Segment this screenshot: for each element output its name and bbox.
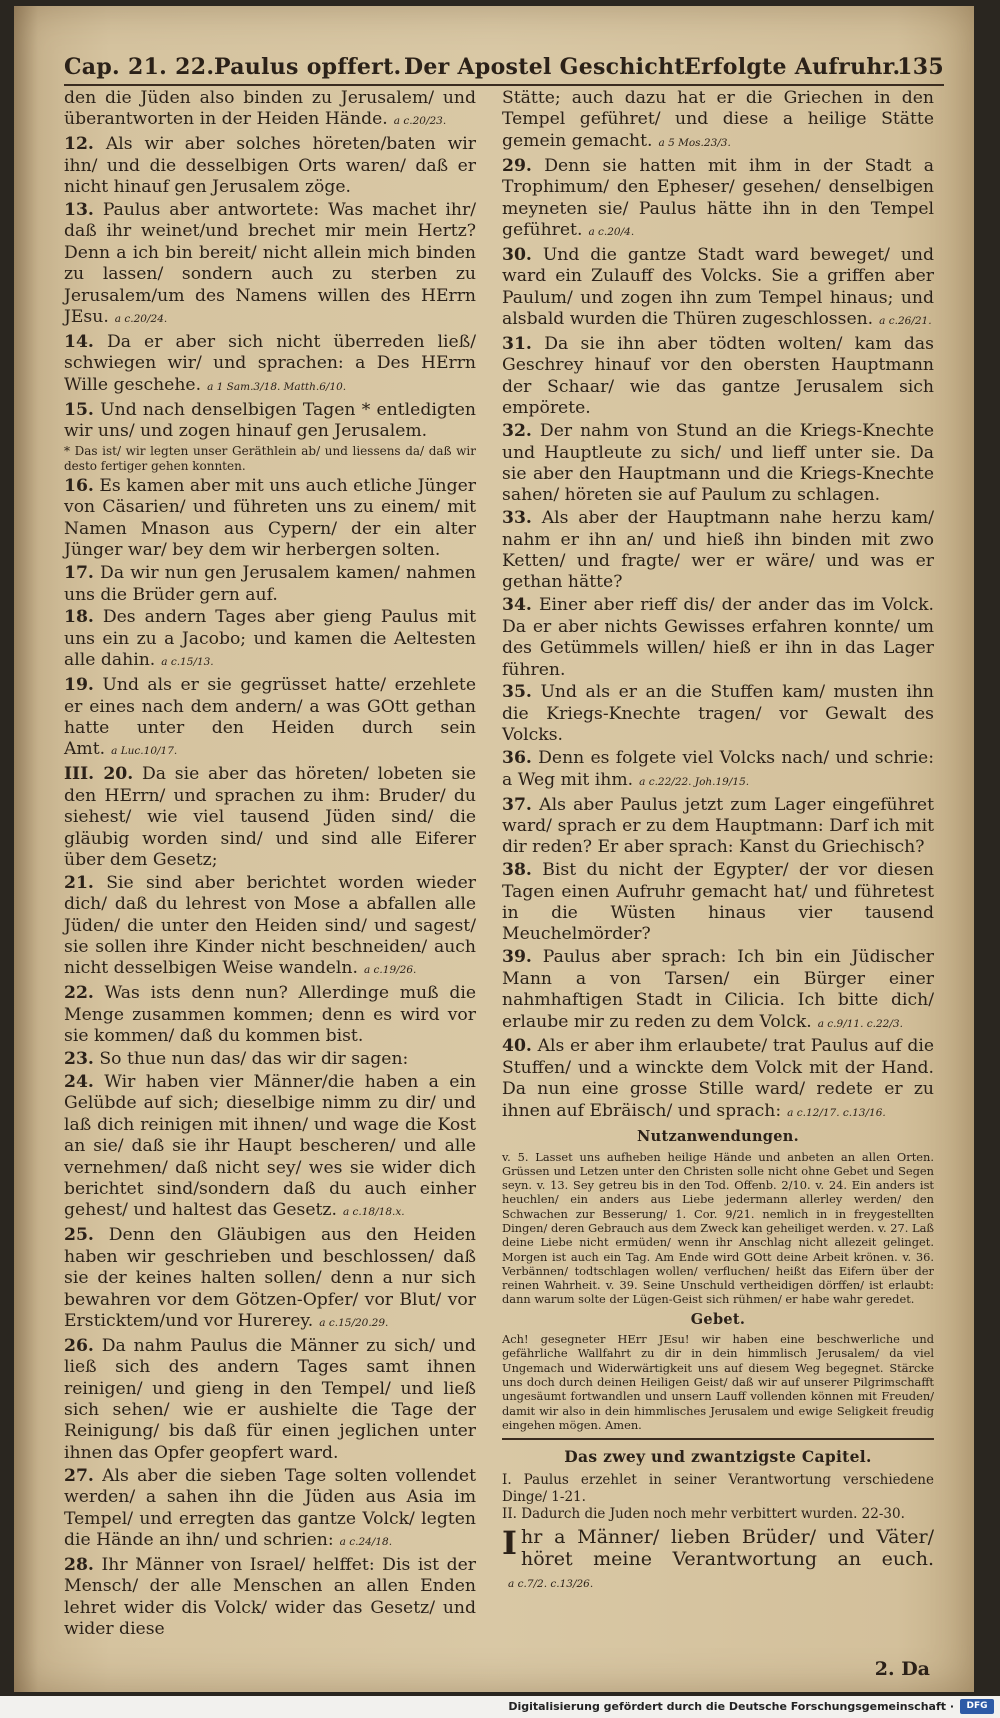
verse-text: Und nach denselbigen Tagen * entledigten wir uns/ und zogen hinauf gen Jerusalem. bbox=[64, 399, 476, 442]
verse-1-ref: a c.7/2. c.13/26. bbox=[508, 1577, 594, 1590]
verse-text: Da wir nun gen Jerusalem kamen/ nahmen uns die Brüder gern auf. bbox=[64, 563, 477, 605]
verse-text: Der nahm von Stund an die Kriegs-Knechte und Hauptleute zu sich/ und lieff unter sie. Da sie aber den Hauptmann und die Kriegs-Knechte sahen/ höreten sie auf Paulum zu schlagen. bbox=[502, 421, 934, 506]
chapter-summary bbox=[502, 1472, 934, 1523]
verse-number: 34. bbox=[502, 595, 532, 616]
verse-text: Stätte; auch dazu hat er die Griechen in den Tempel geführet/ und diese a heilige Stätte gemein gemacht. bbox=[502, 88, 934, 151]
verse-text: Paulus aber sprach: Ich bin ein Jüdischer Mann a von Tarsen/ ein Bürger einer nahmhaftigen Stadt in Cilicia. Ich bitte dich/ erlaube mir zu reden zu dem Volck. bbox=[502, 947, 935, 1032]
verse-text: Denn sie hatten mit ihm in der Stadt a Trophimum/ den Epheser/ gesehen/ denselbigen meyneten sie/ Paulus hätte ihn in den Tempel geführet. bbox=[502, 155, 934, 240]
cross-reference: a c.22/22. Joh.19/15. bbox=[639, 775, 750, 788]
verse bbox=[64, 1555, 476, 1641]
verse-text: Des andern Tages aber gieng Paulus mit uns ein zu a Jacobo; und kamen die Aeltesten alle dahin. bbox=[64, 607, 477, 671]
cross-reference: a c.9/11. c.22/3. bbox=[817, 1017, 903, 1030]
verse-text: Einer aber rieff dis/ der ander das im Volck. Da er aber nichts Gewisses erfahren konnte/ um des Getümmels willen/ hieß er ihn in das Lager führen. bbox=[502, 595, 934, 680]
verse bbox=[64, 1072, 476, 1224]
verse-text: Als aber der Hauptmann nahe herzu kam/ nahm er ihn an/ und hieß ihn binden mit zwo Ketten/ und fragte/ wer er wäre/ und was er gethan hätte? bbox=[502, 508, 934, 593]
verse-text: Da nahm Paulus die Männer zu sich/ und ließ sich des andern Tages samt ihnen reinigen/ und gieng in den Tempel/ und ließ sich sehen/ wie er aushielte die Tage der Reinigung/ bis daß für einen jeglichen unter ihnen das Opfer geopfert ward. bbox=[64, 1335, 476, 1463]
verse-text: Paulus aber antwortete: Was machet ihr/ daß ihr weinet/und brechet mir mein Hertz? Denn a ich bin bereit/ nicht allein mich binden zu lassen/ sondern auch zu sterben zu Jerusalem/um des Namens willen des HErrn JEsu. bbox=[64, 200, 477, 328]
verse bbox=[64, 476, 476, 562]
cross-reference: a c.19/26. bbox=[363, 964, 417, 977]
verse bbox=[502, 1036, 934, 1124]
verse-number: 22. bbox=[64, 983, 94, 1004]
verse-text: Es kamen aber mit uns auch etliche Jünger von Cäsarien/ und führeten uns zu einem/ mit Namen Mnason aus Cypern/ der ein alter Jünger war/ bey dem wir herbergen solten. bbox=[64, 476, 476, 561]
digitization-footer bbox=[0, 1696, 1000, 1718]
verse bbox=[64, 88, 476, 133]
chapter-title: Das zwey und zwantzigste Capitel. bbox=[564, 1447, 872, 1467]
prayer-title: Gebet. bbox=[690, 1310, 746, 1328]
verse-text: Denn es folgete viel Volcks nach/ und schrie: a Weg mit ihm. bbox=[502, 748, 934, 790]
verse-text: Sie sind aber berichtet worden wieder dich/ daß du lehrest von Mose a abfallen alle Jüden/ die unter den Heiden sind/ und sagest/ sie sollen ihre Kinder nicht beschneiden/ auch nicht desselbigen Weise wandeln. bbox=[64, 872, 476, 979]
catchword: 2. Da bbox=[874, 1658, 930, 1680]
verse bbox=[64, 400, 476, 443]
verse-number: III. 20. bbox=[64, 764, 134, 785]
verse-text: den die Jüden also binden zu Jerusalem/ und überantworten in der Heiden Hände. bbox=[64, 88, 476, 130]
verse-number: 17. bbox=[64, 563, 94, 584]
cross-reference: a Luc.10/17. bbox=[111, 745, 178, 758]
verse bbox=[64, 1466, 476, 1554]
verse-number: 28. bbox=[64, 1554, 94, 1575]
verse bbox=[502, 88, 934, 154]
verse-text: Was ists denn nun? Allerdinge muß die Menge zusammen kommen; denn es wird vor sie kommen/ daß du kommen bist. bbox=[64, 983, 476, 1047]
verse-text: Und als er sie gegrüsset hatte/ erzehlete er eines nach dem andern/ a was GOtt gethan hatte unter den Heiden durch sein Amt. bbox=[64, 675, 476, 760]
verse-number: 25. bbox=[64, 1225, 94, 1246]
verse-number: 38. bbox=[502, 860, 532, 881]
verse-text: Ihr Männer von Israel/ helffet: Dis ist der Mensch/ der alle Menschen an allen Enden lehret wider dis Volck/ wider das Gesetz/ und wider diese bbox=[64, 1554, 476, 1640]
footnote bbox=[64, 444, 476, 473]
verse bbox=[64, 1049, 476, 1070]
verse bbox=[502, 748, 934, 793]
cross-reference: a c.26/21. bbox=[879, 315, 932, 328]
verse-number: 32. bbox=[502, 421, 532, 442]
verse-text: Und die gantze Stadt ward beweget/ und ward ein Zulauff des Volcks. Sie a griffen aber Paulum/ und zogen ihn zum Tempel hinaus; und alsbald wurden die Thüren zugeschlossen. bbox=[502, 244, 934, 330]
verse-number: 26. bbox=[64, 1335, 94, 1356]
footer-credit: Digitalisierung gefördert durch die Deutsche Forschungsgemeinschaft · bbox=[508, 1700, 954, 1713]
cross-reference: a c.18/18.x. bbox=[342, 1206, 405, 1219]
verse-text: Als aber Paulus jetzt zum Lager eingeführet ward/ sprach er zu dem Hauptmann: Darf ich mit dir reden? Er aber sprach: Kanst du Griechisch? bbox=[502, 794, 934, 858]
verse bbox=[64, 607, 476, 673]
verse-text: Als er aber ihm erlaubete/ trat Paulus auf die Stuffen/ und a winckte dem Volck mit der Hand. Da nun eine grosse Stille ward/ redete er zu ihnen auf Ebräisch/ und sprach: bbox=[502, 1036, 934, 1121]
summary-line-2: II. Dadurch die Juden noch mehr verbittert wurden. 22-30. bbox=[502, 1505, 905, 1522]
verse bbox=[64, 1336, 476, 1464]
summary-line-1: I. Paulus erzehlet in seiner Verantwortung verschiedene Dinge/ 1-21. bbox=[502, 1471, 934, 1505]
verse bbox=[64, 200, 476, 330]
verse-number: 19. bbox=[64, 675, 94, 696]
verse bbox=[64, 873, 476, 982]
application-title: Nutzanwendungen. bbox=[637, 1128, 799, 1146]
verse-number: 35. bbox=[502, 682, 532, 703]
right-verses bbox=[502, 88, 934, 1124]
cross-reference: a c.20/24. bbox=[114, 313, 168, 326]
header-chapter: Cap. 21. 22. bbox=[64, 54, 215, 80]
verse-number: 31. bbox=[502, 333, 532, 354]
verse-number: 14. bbox=[64, 331, 94, 352]
verse-number: 39. bbox=[502, 947, 532, 968]
cross-reference: a 5 Mos.23/3. bbox=[658, 136, 731, 149]
verse bbox=[64, 675, 476, 763]
left-column bbox=[64, 88, 476, 1642]
cross-reference: a c.12/17. c.13/16. bbox=[787, 1106, 886, 1119]
page-number: 135 bbox=[897, 54, 944, 80]
verse-number: 37. bbox=[502, 794, 532, 815]
verse-text: Da sie aber das höreten/ lobeten sie den HErrn/ und sprachen zu ihm: Bruder/ du siehest/ wie viel tausend Jüden sind/ die gläubig worden sind/ und sind alle Eiferer über dem Gesetz; bbox=[64, 764, 476, 870]
verse-number: 21. bbox=[64, 872, 94, 893]
verse-number: 12. bbox=[64, 134, 94, 155]
book-page bbox=[14, 6, 974, 1692]
verse-text: Bist du nicht der Egypter/ der vor diesen Tagen einen Aufruhr gemacht hat/ und führetest in die Wüsten hinaus vier tausend Meuchelmörder? bbox=[502, 860, 934, 945]
verse bbox=[502, 947, 934, 1035]
chapter22-verse-1 bbox=[502, 1523, 934, 1595]
verse-number: 15. bbox=[64, 399, 94, 420]
verse-text: Da er aber sich nicht überreden ließ/ schwiegen wir/ und sprachen: a Des HErrn Wille geschehe. bbox=[64, 331, 476, 395]
verse bbox=[64, 1225, 476, 1334]
verse bbox=[502, 421, 934, 507]
header-book: Der Apostel Geschicht. bbox=[404, 54, 693, 80]
verse-text: So thue nun das/ das wir dir sagen: bbox=[99, 1049, 409, 1070]
verse bbox=[502, 860, 934, 946]
dfg-logo: DFG bbox=[960, 1699, 994, 1714]
verse-number: 23. bbox=[64, 1049, 94, 1070]
verse-text: Als wir aber solches höreten/baten wir ihn/ und die desselbigen Orts waren/ daß er nicht hinauf gen Jerusalem zöge. bbox=[64, 134, 477, 198]
verse-number: 40. bbox=[502, 1036, 532, 1057]
header-topic-right: Erfolgte Aufruhr. bbox=[684, 54, 901, 80]
application-text: v. 5. Lasset uns aufheben heilige Hände und anbeten an allen Orten. Grüssen und Letzen unter den Christen solle nicht ohne Gebet und Segen seyn. v. 13. Sey getreu bis in den Tod. Offenb. 2/10. v. 24. Ein anders ist heuchlen/ ein anders aus Liebe jedermann allerley werden/ den Schwachen zur Besserung/ 1. Cor. 9/21. nemlich in in freygestellten Dingen/ deren Gebrauch aus dem Zweck kan geheiliget werden. v. 27. Laß deine Liebe nicht ermüden/ wenn ihr Anschlag nicht allezeit gelinget. Morgen ist auch ein Tag. Am Ende wird GOtt deine Arbeit krönen. v. 36. Verbännen/ todtschlagen wollen/ verfluchen/ heißt das Eifern über der reinen Wahrheit. v. 39. Seine Unschuld vertheidigen dörffen/ ist erlaubt: dann warum solte der Lügen-Geist sich rühmen/ er habe wahr geredet. bbox=[502, 1149, 934, 1307]
cross-reference: a c.15/13. bbox=[161, 656, 214, 669]
prayer-text: Ach! gesegneter HErr JEsu! wir haben eine beschwerliche und gefährliche Wallfahrt zu dir in dein himmlisch Jerusalem/ da viel Ungemach und Widerwärtigkeit uns auf diesem Weg begegnet. Stärcke uns doch durch deinen Heiligen Geist/ daß wir auf unserer Pilgrimschafft ungesäumt fortwandlen und unsern Lauff vollenden können mit Freuden/ damit wir also in dein himmlisches Jerusalem und ewige Seligkeit freudig eingehen mögen. Amen. bbox=[502, 1332, 934, 1440]
verse bbox=[502, 795, 934, 859]
verse-number: 30. bbox=[502, 244, 532, 265]
cross-reference: a c.20/4. bbox=[588, 225, 635, 238]
verse-number: 36. bbox=[502, 748, 532, 769]
verse bbox=[64, 983, 476, 1047]
right-column bbox=[502, 88, 934, 1595]
verse bbox=[502, 682, 934, 746]
verse bbox=[502, 595, 934, 681]
verse-number: 16. bbox=[64, 476, 94, 496]
verse-text: Da sie ihn aber tödten wolten/ kam das Geschrey hinauf vor den obersten Hauptmann der Schaar/ wie das gantze Jerusalem sich empörete. bbox=[502, 333, 934, 419]
verse bbox=[64, 563, 476, 606]
verse-number: 33. bbox=[502, 508, 532, 529]
verse-1-text: hr a Männer/ lieben Brüder/ und Väter/ höret meine Verantwortung an euch. bbox=[520, 1525, 934, 1570]
verse bbox=[502, 156, 934, 244]
verse-text: * Das ist/ wir legten unser Geräthlein ab/ und liessens da/ daß wir desto fertiger gehen konnten. bbox=[64, 444, 476, 473]
running-header bbox=[64, 50, 944, 86]
verse-number: 18. bbox=[64, 607, 94, 628]
cross-reference: a 1 Sam.3/18. Matth.6/10. bbox=[207, 380, 347, 393]
cross-reference: a c.15/20.29. bbox=[319, 1316, 389, 1329]
verse-number: 29. bbox=[502, 155, 532, 176]
verse-number: 13. bbox=[64, 200, 94, 221]
drop-initial: I bbox=[502, 1523, 517, 1562]
verse-text: Und als er an die Stuffen kam/ musten ihn die Kriegs-Knechte tragen/ vor Gewalt des Volcks. bbox=[502, 682, 934, 746]
header-topic: Paulus opffert. bbox=[214, 54, 402, 80]
verse bbox=[64, 332, 476, 398]
verse bbox=[502, 245, 934, 333]
cross-reference: a c.24/18. bbox=[339, 1536, 393, 1548]
verse-text: Wir haben vier Männer/die haben a ein Gelübde auf sich; dieselbige nimm zu dir/ und laß dich reinigen mit ihnen/ und wage die Kost an sie/ daß sie ihr Haupt bescheren/ und alle vernehmen/ daß nicht sey/ wes sie wider dich berichtet sind/sondern daß du auch einher gehest/ und haltest das Gesetz. bbox=[64, 1071, 476, 1221]
verse-text: Denn den Gläubigen aus den Heiden haben wir geschrieben und beschlossen/ daß sie der keines halten sollen/ denn a nur sich bewahren vor dem Götzen-Opfer/ vor Blut/ vor Ersticktem/und vor Hurerey. bbox=[64, 1225, 477, 1331]
verse-text: Als aber die sieben Tage solten vollendet werden/ a sahen ihn die Jüden aus Asia im Tempel/ und erregten das gantze Volck/ legten die Hände an ihn/ und schrien: bbox=[64, 1465, 476, 1550]
verse-number: 27. bbox=[64, 1465, 94, 1486]
verse bbox=[502, 334, 934, 420]
cross-reference: a c.20/23. bbox=[393, 115, 447, 128]
verse-number: 24. bbox=[64, 1071, 94, 1092]
verse bbox=[64, 764, 476, 871]
verse bbox=[502, 508, 934, 594]
verse bbox=[64, 134, 476, 198]
